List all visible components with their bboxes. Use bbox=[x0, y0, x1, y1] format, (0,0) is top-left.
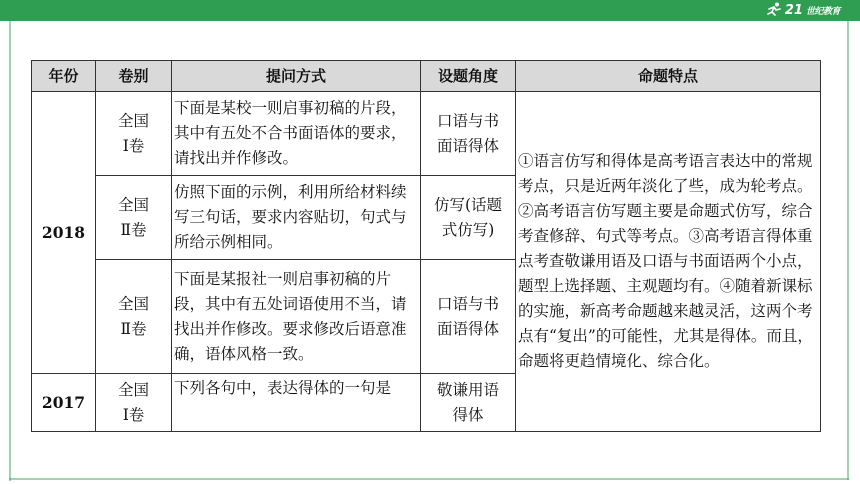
paper-cell: 全国Ⅰ卷 bbox=[96, 92, 172, 176]
top-banner bbox=[0, 0, 860, 21]
exam-analysis-table bbox=[31, 60, 821, 432]
header-year: 年份 bbox=[32, 61, 96, 92]
frame-left-border bbox=[9, 21, 11, 481]
header-angle: 设题角度 bbox=[421, 61, 516, 92]
question-cell: 下列各句中，表达得体的一句是 bbox=[172, 374, 421, 432]
features-cell: ①语言仿写和得体是高考语言表达中的常规考点，只是近两年淡化了些，成为轮考点。②高考语言仿写题主要是命题式仿写，综合考查修辞、句式等考点。③高考语言得体重点考查敬谦用语及口语与书面语两个小点，题型上选择题、主观题均有。④随着新课标的实施，新高考命题越来越灵活，这两个考点有“复出”的可能性，尤其是得体。而且，命题将更趋情境化、综合化。 bbox=[516, 92, 821, 432]
logo-text: 世纪教育 bbox=[805, 7, 840, 17]
year-cell: 2018 bbox=[32, 92, 96, 374]
runner-icon bbox=[766, 2, 782, 19]
header-features: 命题特点 bbox=[516, 61, 821, 92]
header-paper: 卷别 bbox=[96, 61, 172, 92]
table-row bbox=[32, 92, 821, 176]
angle-cell: 敬谦用语得体 bbox=[421, 374, 516, 432]
brand-logo bbox=[766, 2, 840, 19]
question-cell: 下面是某报社一则启事初稿的片段，其中有五处词语使用不当，请找出并作修改。要求修改后语意准确，语体风格一致。 bbox=[172, 260, 421, 374]
angle-cell: 口语与书面语得体 bbox=[421, 260, 516, 374]
frame-bottom-border bbox=[9, 478, 849, 480]
angle-cell: 仿写(话题式仿写) bbox=[421, 176, 516, 260]
paper-cell: 全国Ⅱ卷 bbox=[96, 260, 172, 374]
paper-cell: 全国Ⅰ卷 bbox=[96, 374, 172, 432]
question-cell: 下面是某校一则启事初稿的片段，其中有五处不合书面语体的要求，请找出并作修改。 bbox=[172, 92, 421, 176]
angle-cell: 口语与书面语得体 bbox=[421, 92, 516, 176]
year-cell: 2017 bbox=[32, 374, 96, 432]
logo-number: 21 bbox=[784, 3, 803, 18]
header-question: 提问方式 bbox=[172, 61, 421, 92]
frame-right-border bbox=[847, 21, 849, 480]
question-cell: 仿照下面的示例，利用所给材料续写三句话，要求内容贴切，句式与所给示例相同。 bbox=[172, 176, 421, 260]
paper-cell: 全国Ⅱ卷 bbox=[96, 176, 172, 260]
table-header-row bbox=[32, 61, 821, 92]
